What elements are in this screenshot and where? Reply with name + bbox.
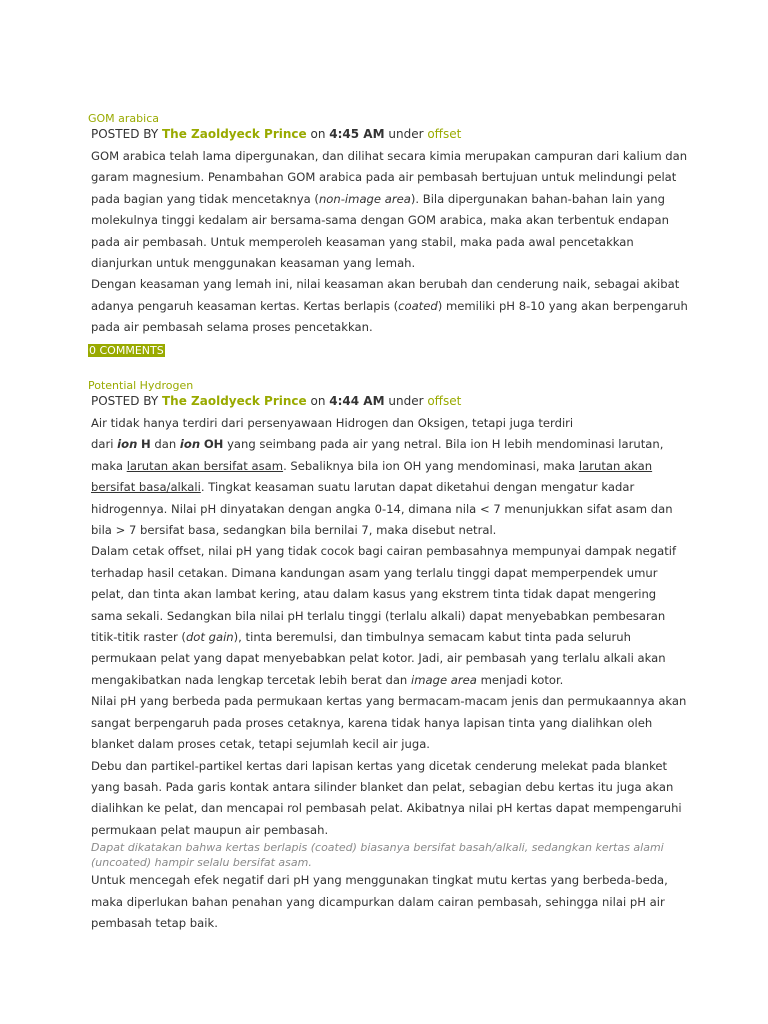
- comments-link[interactable]: 0 COMMENTS: [89, 343, 164, 357]
- text: menjadi kotor.: [480, 672, 564, 687]
- paragraph: Untuk mencegah efek negatif dari pH yang menggunakan tingkat mutu kertas yang berbeda-beda, maka diperlukan bahan penahan yang dicampurkan dalam cairan pembasah, sehingga nilai pH air pembasah tetap baik.: [91, 873, 668, 930]
- posted-by-label: POSTED BY: [91, 394, 159, 408]
- paragraph: Debu dan partikel-partikel kertas dari lapisan kertas yang dicetak cenderung melekat pada blanket yang basah. Pada garis kontak antara silinder blanket dan pelat, sebagian debu kertas itu juga akan dialihkan ke pelat, dan mencapai rol pembasah pelat. Akibatnya nilai pH kertas dapat mempengaruhi permukaan pelat maupun air pembasah.: [91, 758, 682, 837]
- post-time: 4:44 AM: [329, 394, 385, 408]
- text-italic: coated: [398, 298, 438, 313]
- category-link[interactable]: offset: [427, 127, 462, 141]
- text: . Sebaliknya bila ion OH yang mendominasi, maka: [283, 458, 576, 473]
- post-time: 4:45 AM: [329, 127, 385, 141]
- text-bold: OH: [203, 437, 224, 452]
- text-bold-italic: ion: [179, 437, 201, 452]
- text: ) memiliki pH 8-10 yang akan berpengaruh pada air pembasah selama proses pencetakkan.: [91, 298, 688, 335]
- text: dan: [154, 437, 177, 452]
- post-body: [91, 413, 688, 934]
- text: yang seimbang pada air yang netral. Bila ion H lebih mendominasi larutan, maka: [91, 437, 664, 473]
- paragraph: Nilai pH yang berbeda pada permukaan kertas yang bermacam-macam jenis dan permukaannya akan sangat berpengaruh pada proses cetaknya, karena tidak hanya lapisan tinta yang dialihkan oleh blanket dalam proses cetak, tetapi sejumlah kecil air juga.: [91, 694, 687, 752]
- post-potential-hydrogen: [88, 379, 688, 934]
- paragraph: [91, 274, 688, 338]
- author-link[interactable]: The Zaoldyeck Prince: [162, 394, 307, 408]
- author-link[interactable]: The Zaoldyeck Prince: [162, 127, 307, 141]
- text: ). Bila dipergunakan bahan-bahan lain yang molekulnya tinggi kedalam air bersama-sama dengan GOM arabica, maka akan terbentuk endapan pada air pembasah. Untuk memperoleh keasaman yang stabil, maka pada awal pencetakkan dianjurkan untuk menggunakan keasaman yang lemah.: [91, 191, 669, 271]
- text-italic: non-image area: [318, 191, 411, 206]
- posted-by-label: POSTED BY: [91, 127, 159, 141]
- post-title[interactable]: GOM arabica: [88, 112, 160, 125]
- text-bold: H: [141, 437, 151, 452]
- text: Dengan keasaman yang lemah ini, nilai keasaman akan berubah dan cenderung naik, sebagai akibat adanya pengaruh keasaman kertas. Kertas berlapis (: [91, 277, 680, 313]
- text: . Tingkat keasaman suatu larutan dapat diketahui dengan mengatur kadar hidrogennya. Nilai pH dinyatakan dengan angka 0-14, dimana nila < 7 menunjukkan sifat asam dan bila > 7 bersifat basa, sedangkan bila bernilai 7, maka disebut netral.: [91, 480, 673, 538]
- text-italic: image area: [410, 672, 477, 687]
- post-title[interactable]: Potential Hydrogen: [88, 379, 194, 392]
- text: dari: [91, 437, 114, 452]
- on-label: on: [310, 127, 326, 141]
- paragraph: [91, 413, 688, 541]
- post-meta: [91, 126, 688, 142]
- post-body: [91, 146, 688, 339]
- category-link[interactable]: offset: [427, 394, 462, 408]
- text-underlined: larutan akan bersifat asam: [126, 458, 284, 473]
- paragraph: [91, 541, 688, 691]
- post-meta: [91, 393, 688, 409]
- under-label: under: [388, 127, 424, 141]
- text: ), tinta beremulsi, dan timbulnya semacam kabut tinta pada seluruh permukaan pelat yang dapat menyebabkan pelat kotor. Jadi, air pembasah yang terlalu alkali akan mengakibatkan nada lengkap tercetak lebih berat dan: [91, 630, 666, 687]
- text: GOM arabica telah lama dipergunakan, dan dilihat secara kimia merupakan campuran dari kalium dan garam magnesium. Penambahan GOM arabica pada air pembasah bertujuan untuk melindungi pelat pada bagian yang tidak mencetaknya (: [91, 149, 688, 206]
- post-gom-arabica: [88, 112, 688, 358]
- text-underlined: larutan akan bersifat basa/alkali: [91, 458, 653, 495]
- paragraph: [91, 146, 688, 274]
- blockquote: Dapat dikatakan bahwa kertas berlapis (coated) biasanya bersifat basah/alkali, sedangkan kertas alami (uncoated) hampir selalu bersifat asam.: [91, 841, 664, 869]
- text-bold-italic: ion: [117, 437, 138, 452]
- text-italic: dot gain: [185, 630, 234, 645]
- under-label: under: [388, 394, 424, 408]
- on-label: on: [310, 394, 326, 408]
- text: Air tidak hanya terdiri dari persenyawaan Hidrogen dan Oksigen, tetapi juga terdiri: [91, 416, 574, 430]
- text: Dalam cetak offset, nilai pH yang tidak cocok bagi cairan pembasahnya mempunyai dampak negatif terhadap hasil cetakan. Dimana kandungan asam yang terlalu tinggi dapat memperpendek umur pelat, dan tinta akan lambat kering, atau dalam kasus yang ekstrem tinta tidak dapat mengering sama sekali. Sedangkan bila nilai pH terlalu tinggi (terlalu alkali) dapat menyebabkan pembesaran titik-titik raster (: [91, 544, 677, 645]
